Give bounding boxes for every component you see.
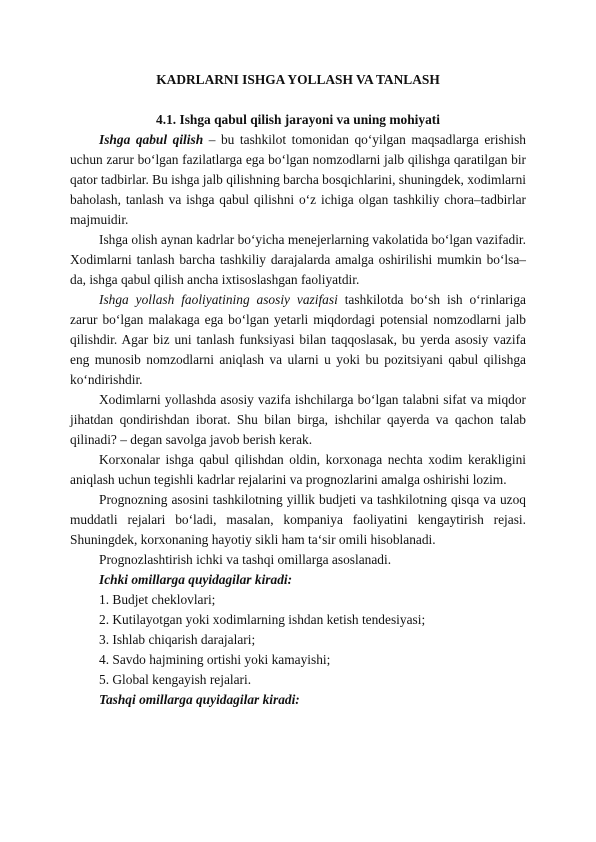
paragraph-text: tashkilotda bo‘sh ish o‘rinlariga zarur bo‘lgan malakaga ega bo‘lgan yetarli miqdordagi potensial nomzodlarni jalb qilishdir. Agar biz uni tanlash funksiyasi bilan taqqoslasak, bu yerda asosiy vazifa eng munosib nomzodlarni aniqlash va ularni u yoki bu pozitsiyani qabul qilishga ko‘ndirishdir.	[70, 292, 526, 387]
internal-factors-heading: Ichki omillarga quyidagilar kiradi:	[99, 572, 293, 587]
paragraph-main-task	[70, 290, 526, 390]
list-item: 5. Global kengayish rejalari.	[99, 672, 252, 687]
internal-factors-list	[70, 590, 526, 690]
paragraph-planning: Korxonalar ishga qabul qilishdan oldin, korxonaga nechta xodim kerakligini aniqlash uchun tegishli kadrlar rejalarini va prognozlarini amalga oshirishi lozim.	[70, 452, 526, 487]
term-main-task: Ishga yollash faoliyatining asosiy vazifasi	[99, 292, 338, 307]
paragraph-definition	[70, 130, 526, 230]
paragraph-hiring-task: Xodimlarni yollashda asosiy vazifa ishchilarga bo‘lgan talabni sifat va miqdor jihatdan qondirishdan iborat. Shu bilan birga, ishchilar qayerda va qachon talab qilinadi? – degan savolga javob berish kerak.	[70, 392, 526, 447]
term-ishga-qabul-qilish: Ishga qabul qilish	[99, 132, 204, 147]
list-item: 4. Savdo hajmining ortishi yoki kamayishi;	[99, 652, 331, 667]
list-item: 3. Ishlab chiqarish darajalari;	[99, 632, 256, 647]
paragraph-recruitment-role: Ishga olish aynan kadrlar bo‘yicha menejerlarning vakolatida bo‘lgan vazifadir. Xodimlarni tanlash barcha tashkiliy darajalarda amalga oshirilishi mumkin bo‘lsa–da, ishga qabul qilish ancha ixtisoslashgan faoliyatdir.	[70, 232, 526, 287]
document-body	[70, 70, 526, 710]
list-item: 2. Kutilayotgan yoki xodimlarning ishdan ketish tendesiyasi;	[99, 612, 426, 627]
list-item: 1. Budjet cheklovlari;	[99, 592, 216, 607]
external-factors-heading: Tashqi omillarga quyidagilar kiradi:	[99, 692, 300, 707]
paragraph-forecast-factors: Prognozlashtirish ichki va tashqi omillarga asoslanadi.	[99, 552, 392, 567]
section-title: 4.1. Ishga qabul qilish jarayoni va uning mohiyati	[156, 112, 440, 127]
paragraph-forecast-basis: Prognozning asosini tashkilotning yillik budjeti va tashkilotning qisqa va uzoq muddatli rejalari bo‘ladi, masalan, kompaniya faoliyatini kengaytirish rejasi. Shuningdek, korxonaning hayotiy sikli ham ta‘sir omili hisoblanadi.	[70, 492, 526, 547]
document-title: KADRLARNI ISHGA YOLLASH VA TANLASH	[156, 72, 440, 87]
paragraph-text: – bu tashkilot tomonidan qo‘yilgan maqsadlarga erishish uchun zarur bo‘lgan fazilatlarga ega bo‘lgan nomzodlarni jalb qilishga qaratilgan bir qator tadbirlar. Bu ishga jalb qilishning barcha bosqichlarini, shuningdek, xodimlarni baholash, tanlash va ishga qabul qilishni o‘z ichiga olgan tashkiliy chora–tadbirlar majmuidir.	[70, 132, 526, 227]
